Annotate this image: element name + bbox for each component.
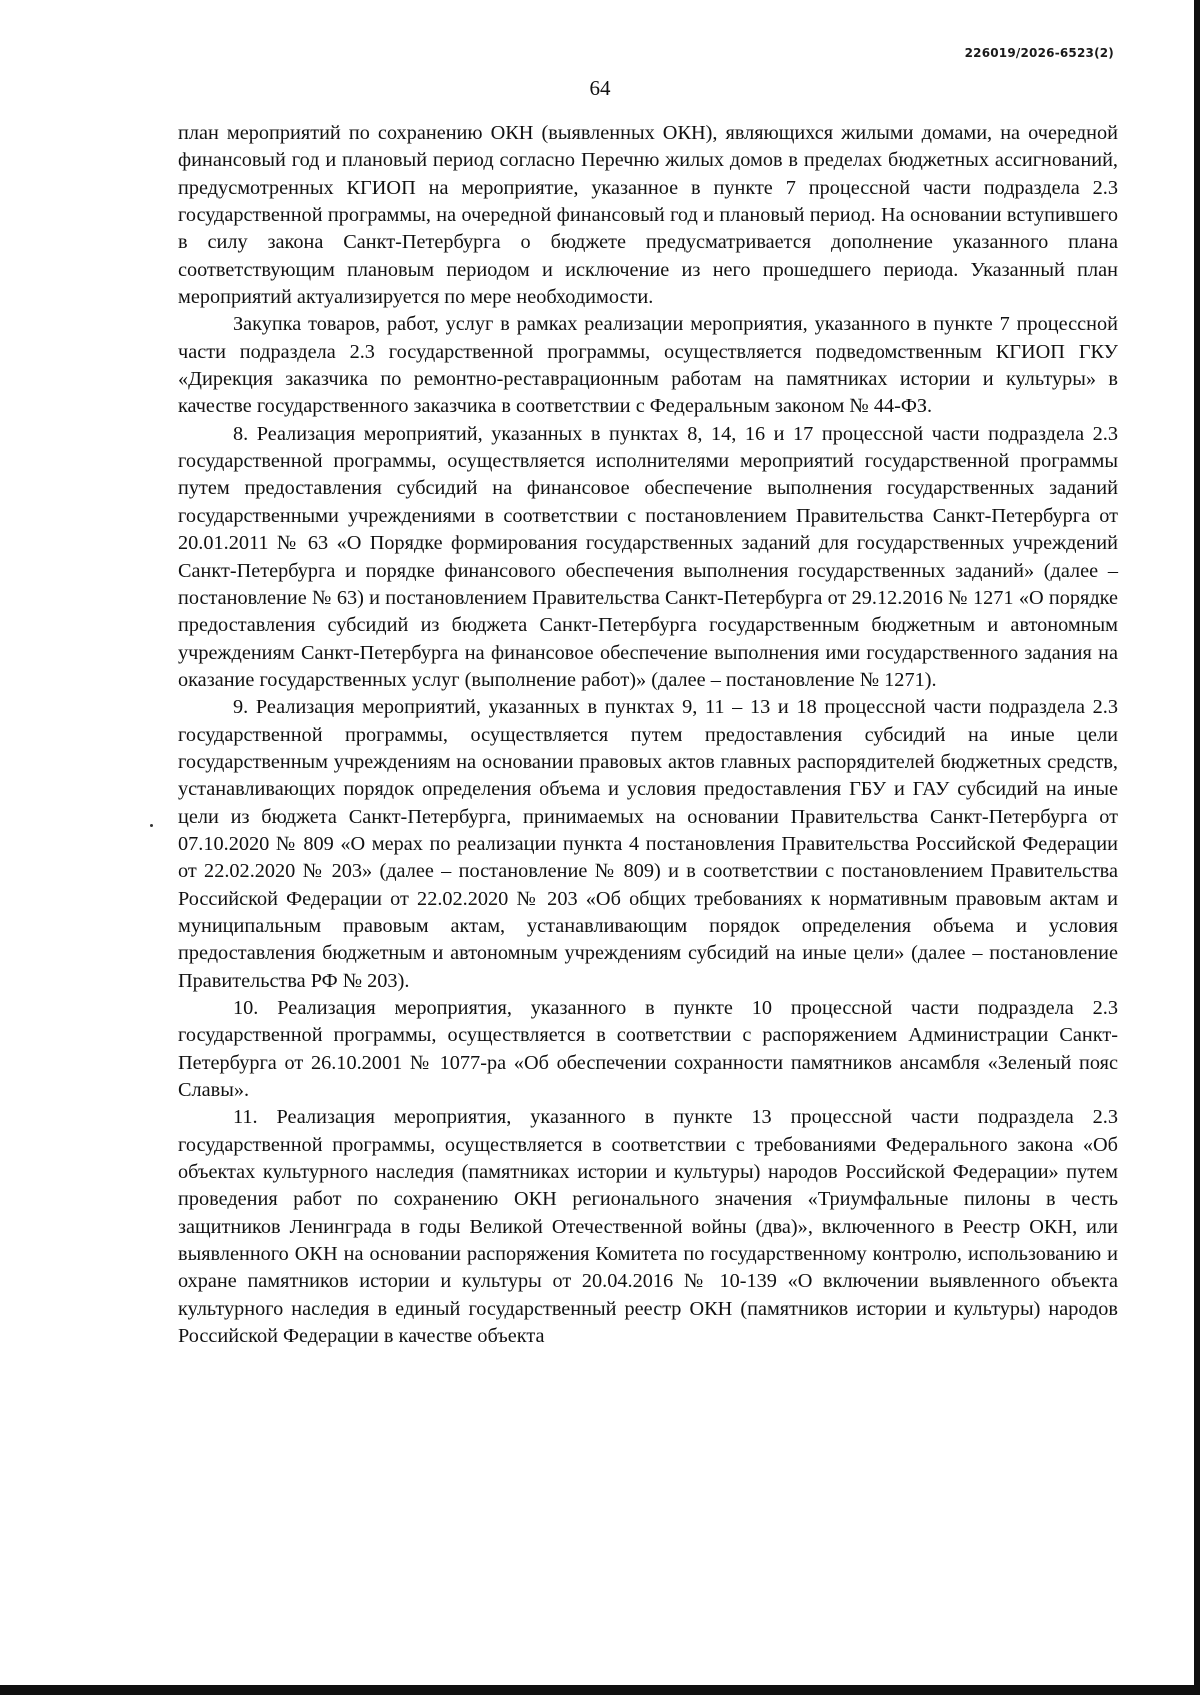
paragraph-item-11: 11. Реализация мероприятия, указанного в пункте 13 процессной части подраздела 2.3 государственной программы, осуществляется в соответствии с требованиями Федерального закона «Об объектах культурного наследия (памятниках истории и культуры) народов Российской Федерации» путем проведения работ по сохранению ОКН регионального значения «Триумфальные пилоны в честь защитников Ленинграда в годы Великой Отечественной войны (два)», включенного в Реестр ОКН, или выявленного ОКН на основании распоряжения Комитета по государственному контролю, использованию и охране памятников истории и культуры от 20.04.2016 № 10-139 «О включении выявленного объекта культурного наследия в единый государственный реестр ОКН (памятников истории и культуры) народов Российской Федерации в качестве объекта [178, 1106, 1118, 1348]
paragraph-item-8: 8. Реализация мероприятий, указанных в пунктах 8, 14, 16 и 17 процессной части подраздела 2.3 государственной программы, осуществляется исполнителями мероприятий государственной программы путем предоставления субсидий на финансовое обеспечение выполнения государственных заданий государственными учреждениями в соответствии с постановлением Правительства Санкт-Петербурга от 20.01.2011 № 63 «О Порядке формирования государственных заданий для государственных учреждений Санкт-Петербурга и порядке финансового обеспечения выполнения государственных заданий» (далее – постановление № 63) и постановлением Правительства Санкт-Петербурга от 29.12.2016 № 1271 «О порядке предоставления субсидий из бюджета Санкт-Петербурга государственным бюджетным и автономным учреждениям Санкт-Петербурга на финансовое обеспечение выполнения ими государственного задания на оказание государственных услуг (выполнение работ)» (далее – постановление № 1271). [178, 422, 1118, 691]
paragraph-continuation: план мероприятий по сохранению ОКН (выявленных ОКН), являющихся жилыми домами, на очередной финансовый год и плановый период согласно Перечню жилых домов в пределах бюджетных ассигнований, предусмотренных КГИОП на мероприятие, указанное в пункте 7 процессной части подраздела 2.3 государственной программы, на очередной финансовый год и плановый период. На основании вступившего в силу закона Санкт-Петербурга о бюджете предусматривается дополнение указанного плана соответствующим плановым периодом и исключение из него прошедшего периода. Указанный план мероприятий актуализируется по мере необходимости. [178, 122, 1118, 309]
page-number: 64 [589, 76, 611, 100]
document-body [178, 120, 1118, 1350]
scan-speck [150, 824, 153, 827]
paragraph-item-9: 9. Реализация мероприятий, указанных в пунктах 9, 11 – 13 и 18 процессной части подраздела 2.3 государственной программы, осуществляется путем предоставления субсидий на иные цели государственным учреждениям на основании правовых актов главных распорядителей бюджетных средств, устанавливающих порядок определения объема и условия предоставления ГБУ и ГАУ субсидий на иные цели из бюджета Санкт-Петербурга, принимаемых на основании Правительства Санкт-Петербурга от 07.10.2020 № 809 «О мерах по реализации пункта 4 постановления Правительства Российской Федерации от 22.02.2020 № 203» (далее – постановление № 809) и в соответствии с постановлением Правительства Российской Федерации от 22.02.2020 № 203 «Об общих требованиях к нормативным правовым актам и муниципальным правовым актам, устанавливающим порядок определения объема и условия предоставления бюджетным и автономным учреждениям субсидий на иные цели» (далее – постановление Правительства РФ № 203). [178, 696, 1118, 992]
paragraph-item-10: 10. Реализация мероприятия, указанного в пункте 10 процессной части подраздела 2.3 государственной программы, осуществляется в соответствии с распоряжением Администрации Санкт-Петербурга от 26.10.2001 № 1077-ра «Об обеспечении сохранности памятников ансамбля «Зеленый пояс Славы». [178, 997, 1118, 1102]
scan-edge-right [1194, 0, 1200, 1695]
scan-edge-bottom [0, 1685, 1200, 1695]
paragraph-procurement: Закупка товаров, работ, услуг в рамках реализации мероприятия, указанного в пункте 7 процессной части подраздела 2.3 государственной программы, осуществляется подведомственным КГИОП ГКУ «Дирекция заказчика по ремонтно-реставрационным работам на памятниках истории и культуры» в качестве государственного заказчика в соответствии с Федеральным законом № 44-ФЗ. [178, 313, 1118, 418]
document-id: 226019/2026-6523(2) [964, 46, 1114, 60]
